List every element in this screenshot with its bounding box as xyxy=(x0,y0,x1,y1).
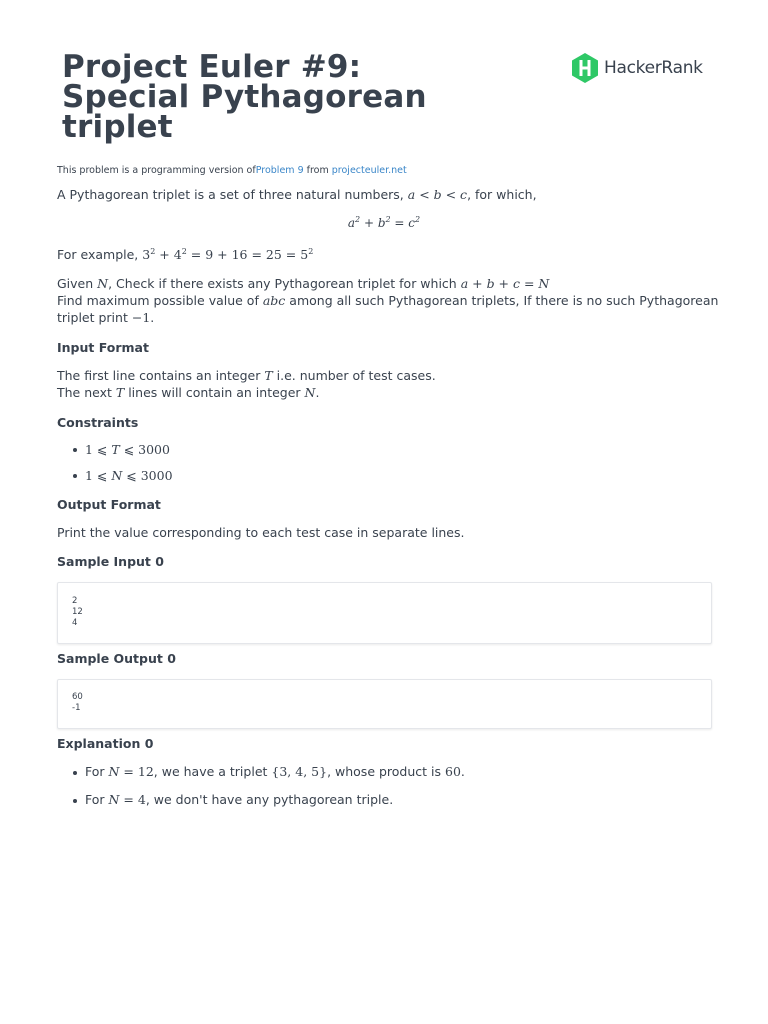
intro-middle: from xyxy=(303,165,332,176)
text: For xyxy=(85,764,109,779)
math-example: $3^2 + 4^2 = 9 + 16 = 25 = 5^2$ xyxy=(142,247,314,262)
constraint-t: 1 ⩽ T ⩽ 3000 xyxy=(85,442,170,457)
text: . xyxy=(150,310,155,325)
projecteuler-link[interactable]: projecteuler.net xyxy=(331,165,407,176)
find-line xyxy=(57,292,718,309)
text: , whose product is xyxy=(327,764,445,779)
text: A Pythagorean triplet is a set of three natural numbers, xyxy=(57,187,408,202)
bullet xyxy=(73,448,77,452)
sample-input-line: 2 xyxy=(72,596,78,606)
triplet-print-line xyxy=(57,309,154,326)
text: Given xyxy=(57,276,98,291)
pythagorean-formula: $a^2 + b^2 = c^2$ xyxy=(347,215,421,230)
text: i.e. number of test cases. xyxy=(272,368,436,383)
math-t: T xyxy=(115,385,125,400)
text: For xyxy=(85,792,109,807)
sample-input-line: 4 xyxy=(72,618,78,628)
text: triplet print xyxy=(57,310,132,325)
sample-input-line: 12 xyxy=(72,607,83,617)
output-format-heading: Output Format xyxy=(57,497,161,512)
statement-line-1 xyxy=(57,186,537,203)
input-format-line-1 xyxy=(57,367,436,384)
hackerrank-logo[interactable] xyxy=(571,52,703,84)
math-sum: a + b + c = N xyxy=(460,276,550,291)
math-n: N xyxy=(97,276,109,291)
output-format-text: Print the value corresponding to each test case in separate lines. xyxy=(57,525,465,540)
problem-link[interactable]: Problem 9 xyxy=(255,165,304,176)
text: , we don't have any pythagorean triple. xyxy=(145,792,394,807)
sample-output-heading: Sample Output 0 xyxy=(57,651,176,666)
sample-output-box[interactable] xyxy=(57,679,712,729)
hackerrank-logo-icon xyxy=(571,52,599,84)
input-format-heading: Input Format xyxy=(57,340,149,355)
text: , we have a triplet xyxy=(153,764,272,779)
explanation-item-2: For N = 4, we don't have any pythagorean triple. xyxy=(85,792,394,807)
text: . xyxy=(460,764,465,779)
intro-line xyxy=(57,162,407,179)
input-format-line-2 xyxy=(57,384,319,401)
math-product: 60 xyxy=(445,764,461,779)
text: , Check if there exists any Pythagorean triplet for which xyxy=(108,276,461,291)
math-n: N xyxy=(304,385,316,400)
math-abc: abc xyxy=(262,293,286,308)
text: The first line contains an integer xyxy=(57,368,265,383)
given-line xyxy=(57,275,549,292)
intro-prefix: This problem is a programming version of xyxy=(57,165,256,176)
text: . xyxy=(315,385,320,400)
text: Find maximum possible value of xyxy=(57,293,263,308)
sample-input-box[interactable] xyxy=(57,582,712,644)
logo-text: HackerRank xyxy=(604,58,703,78)
text: For example, xyxy=(57,247,143,262)
math-t: T xyxy=(264,368,273,383)
text: among all such Pythagorean triplets, If there is no such Pythagorean xyxy=(285,293,719,308)
sample-output-line: 60 xyxy=(72,692,83,702)
text: The next xyxy=(57,385,116,400)
math-triplet: {3, 4, 5} xyxy=(271,764,328,779)
math-minus-one: −1 xyxy=(131,310,151,325)
text: lines will contain an integer xyxy=(124,385,305,400)
explanation-heading: Explanation 0 xyxy=(57,736,154,751)
constraints-heading: Constraints xyxy=(57,415,139,430)
bullet xyxy=(73,474,77,478)
bullet xyxy=(73,771,77,775)
explanation-item-1: For N = 12, we have a triplet {3, 4, 5}, whose product is 60. xyxy=(85,764,465,779)
sample-input-heading: Sample Input 0 xyxy=(57,554,164,569)
constraint-n: 1 ⩽ N ⩽ 3000 xyxy=(85,468,173,483)
page-title: Project Euler #9: Special Pythagorean triplet xyxy=(62,49,427,145)
sample-output-line: -1 xyxy=(72,703,81,713)
text: , for which, xyxy=(467,187,537,202)
example-line xyxy=(57,246,313,263)
bullet xyxy=(73,799,77,803)
math-inequality: a < b < c xyxy=(407,187,468,202)
